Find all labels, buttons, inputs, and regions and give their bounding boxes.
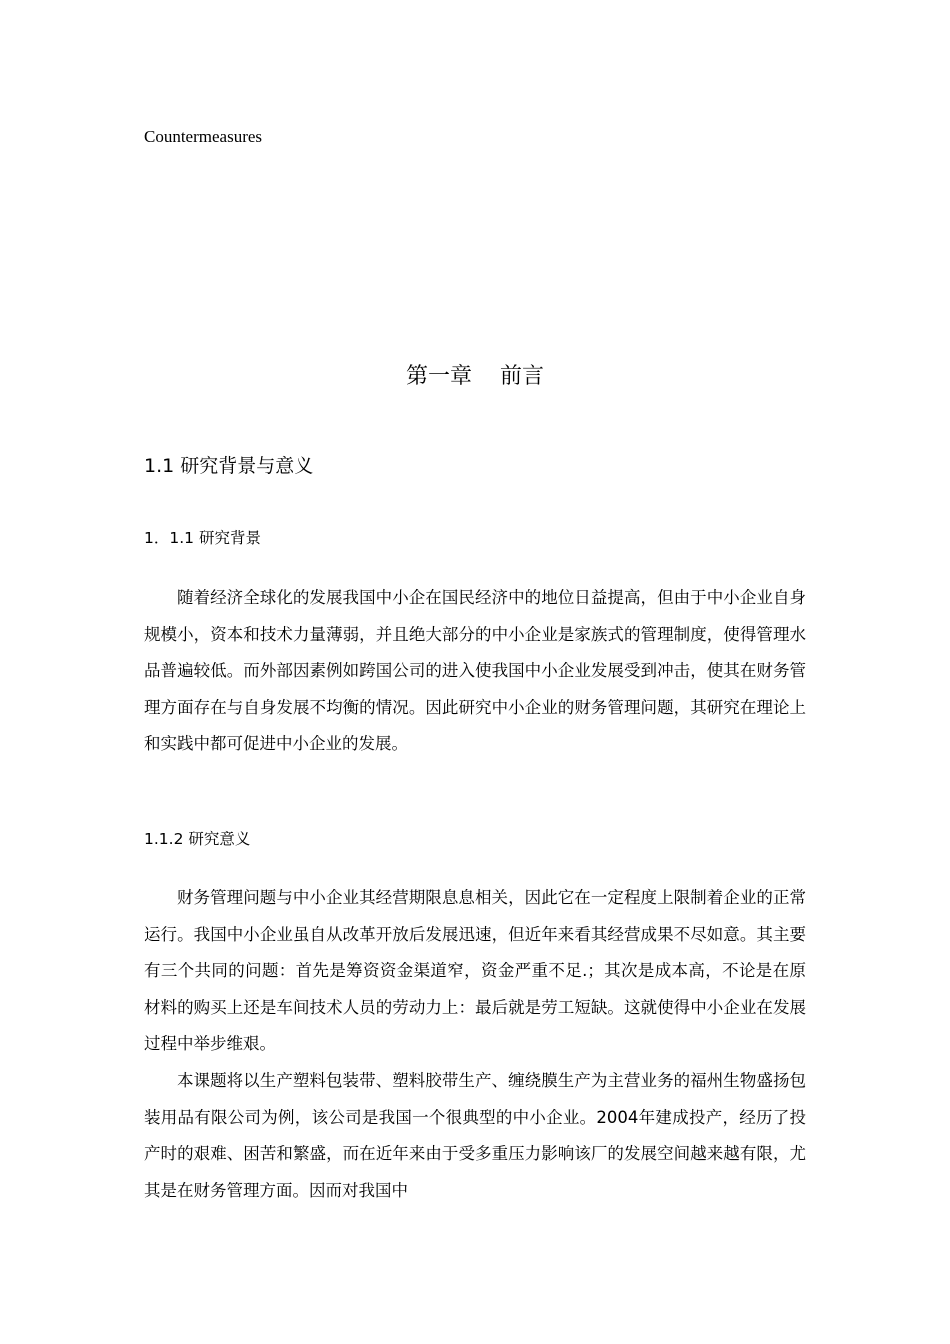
section-heading: 1.1 研究背景与意义 [144,455,314,477]
chapter-number: 第一章 [405,364,472,389]
chapter-name: 前言 [500,364,545,389]
paragraph-significance-2: 本课题将以生产塑料包装带、塑料胶带生产、缠绕膜生产为主营业务的福州生物盛扬包装用品有限公司为例，该公司是我国一个很典型的中小企业。2004年建成投产，经历了投产时的艰难、困苦和繁盛，而在近年来由于受多重压力影响该厂的发展空间越来越有限，尤其是在财务管理方面。因而对我国中 [144,1071,806,1200]
paragraph-background: 随着经济全球化的发展我国中小企在国民经济中的地位日益提高，但由于中小企业自身规模小，资本和技术力量薄弱，并且绝大部分的中小企业是家族式的管理制度，使得管理水品普遍较低。而外部因素例如跨国公司的进入使我国中小企业发展受到冲击，使其在财务管理方面存在与自身发展不均衡的情况。因此研究中小企业的财务管理问题，其研究在理论上和实践中都可促进中小企业的发展。 [144,588,806,753]
abstract-tail-text: Countermeasures [144,127,263,146]
paragraph-significance-1: 财务管理问题与中小企业其经营期限息息相关，因此它在一定程度上限制着企业的正常运行。我国中小企业虽自从改革开放后发展迅速，但近年来看其经营成果不尽如意。其主要有三个共同的问题：首先是筹资资金渠道窄，资金严重不足.；其次是成本高，不论是在原材料的购买上还是车间技术人员的劳动力上：最后就是劳工短缺。这就使得中小企业在发展过程中举步维艰。 [144,888,806,1053]
subsection-heading-significance: 1.1.2 研究意义 [144,830,251,848]
subsection-heading-background: 1．1.1 研究背景 [144,529,261,547]
chapter-title [0,362,950,392]
